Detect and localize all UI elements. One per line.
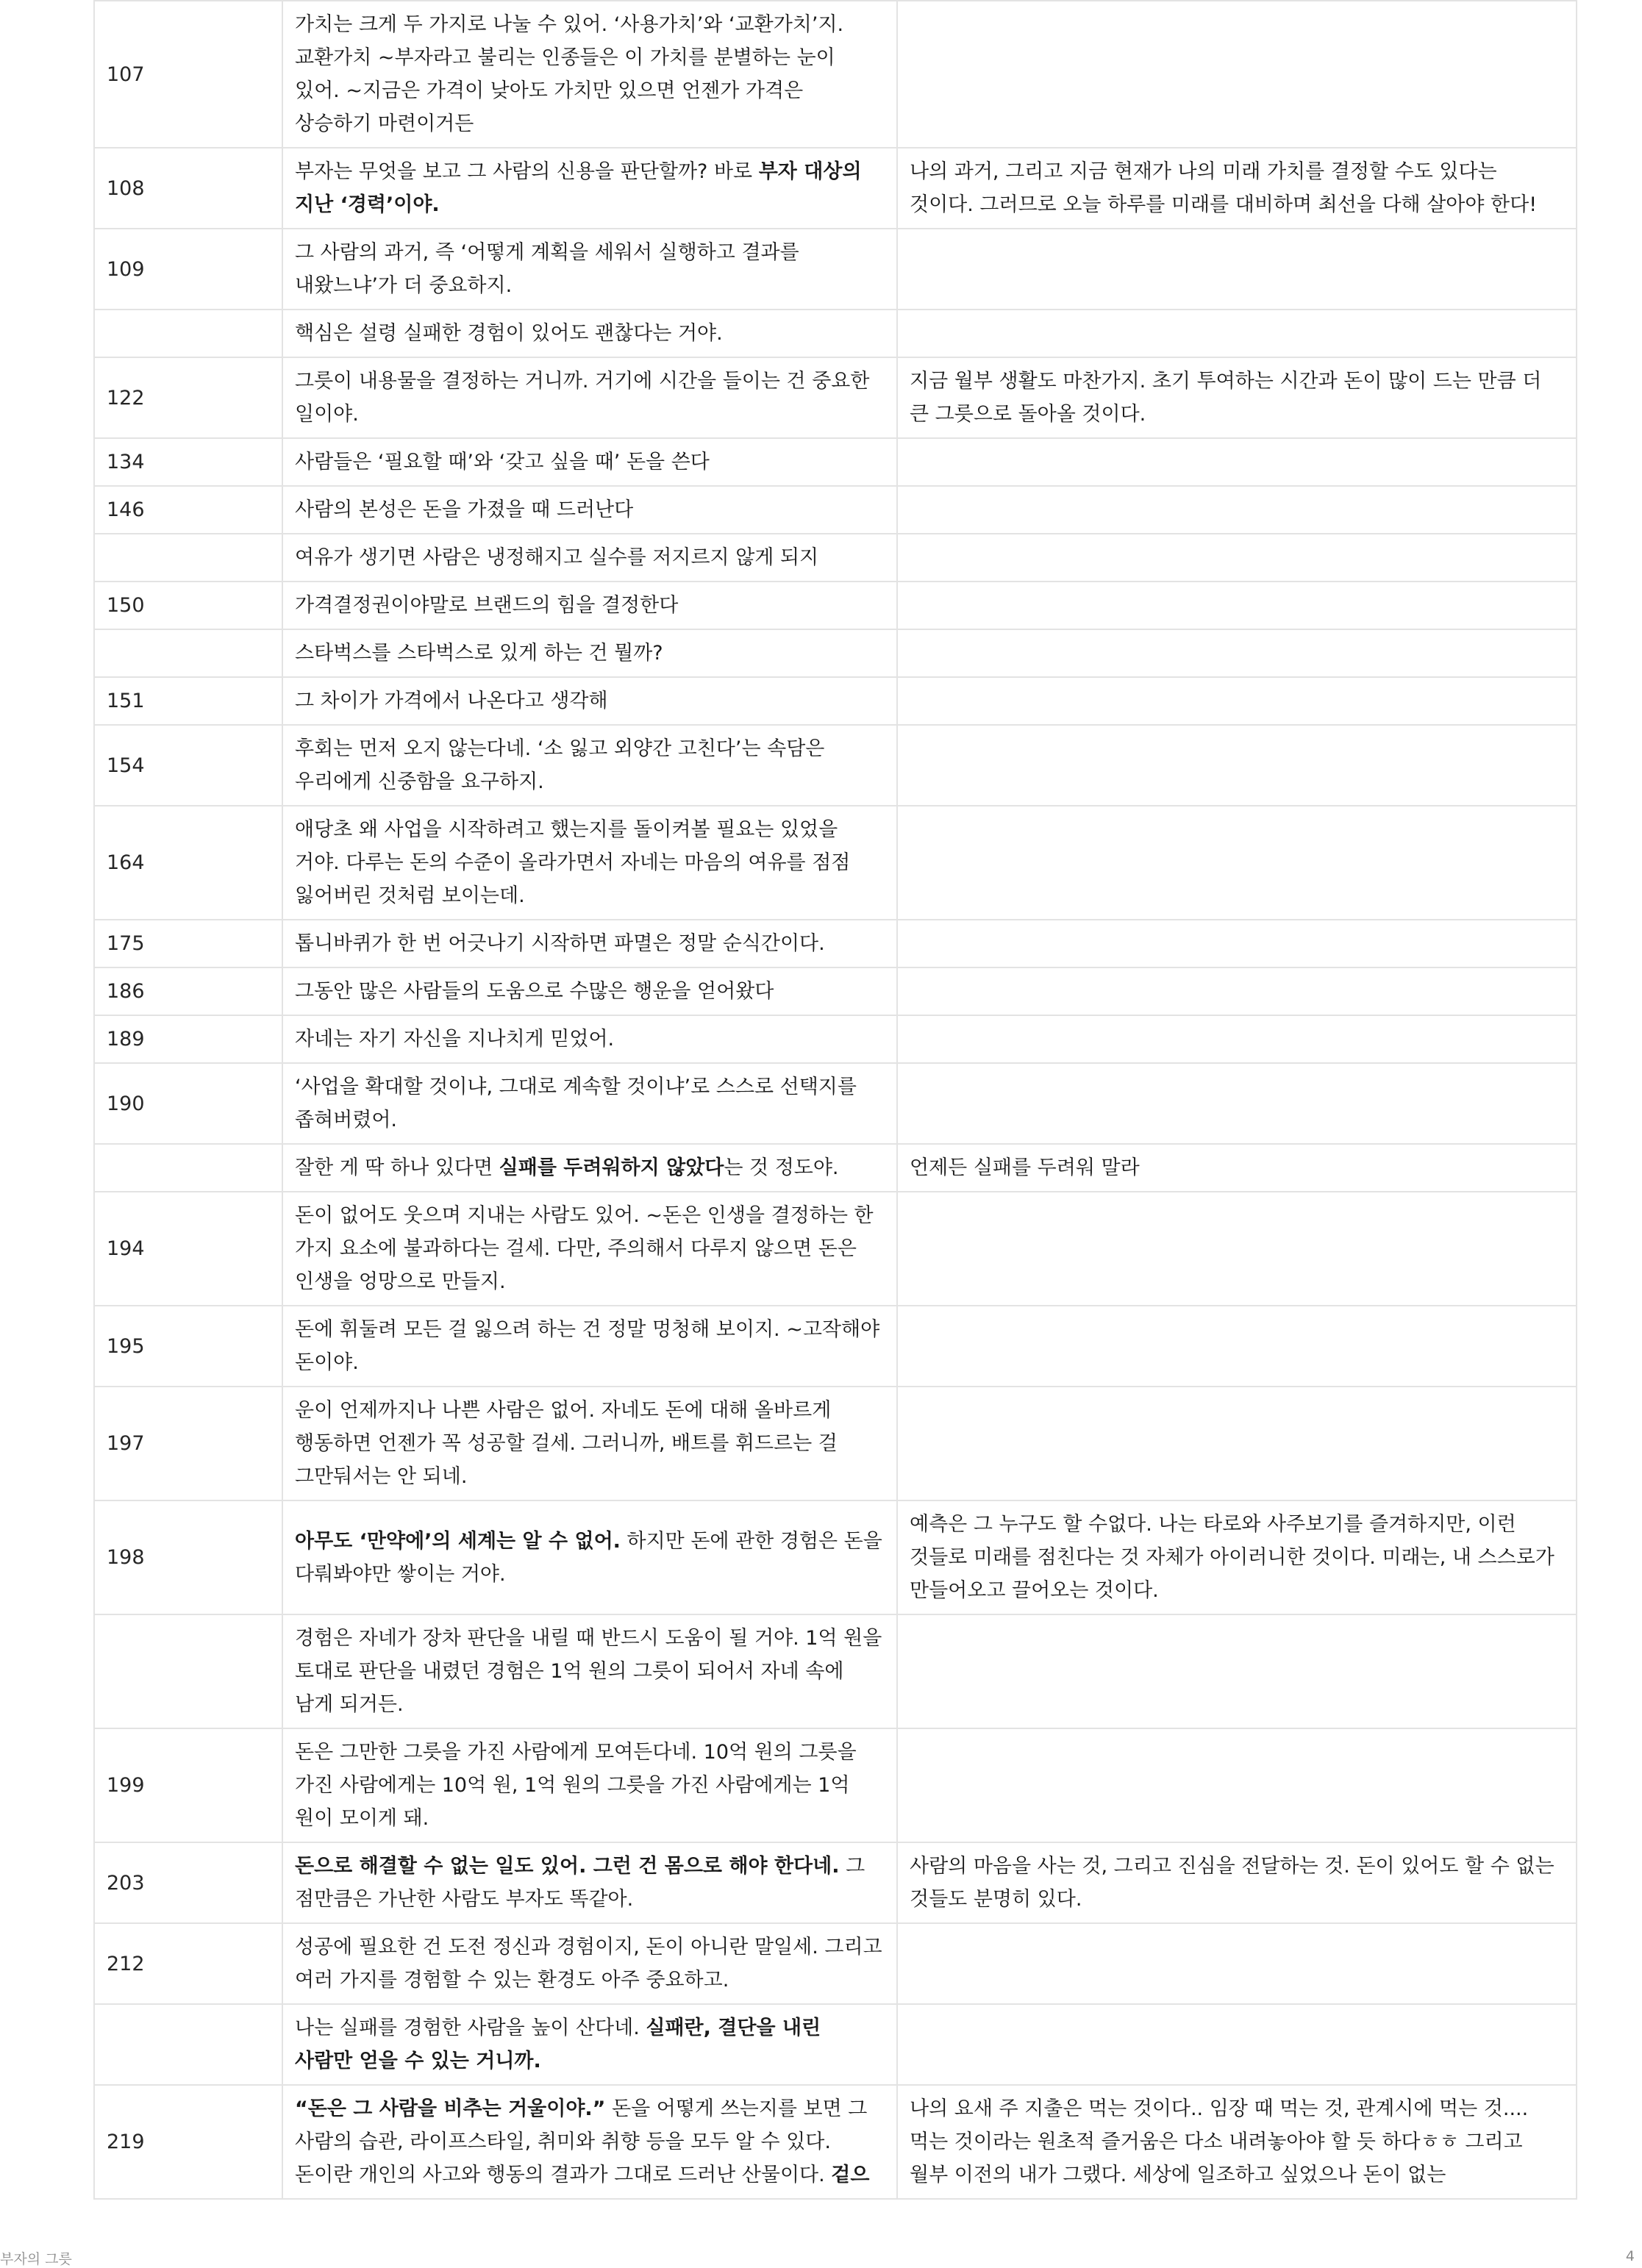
table-row: [94, 438, 1577, 486]
quote-text: 돈에 휘둘려 모든 걸 잃으려 하는 건 정말 멍청해 보이지. ~고작해야 돈이야.: [295, 1318, 880, 1374]
note-cell: [897, 1015, 1577, 1063]
page-number-cell: 151: [94, 677, 282, 725]
quote-cell: [282, 629, 897, 677]
page-number-cell: 199: [94, 1728, 282, 1842]
quote-text: 그릇이 내용물을 결정하는 거니까. 거기에 시간을 들이는 건 중요한 일이야.: [295, 370, 870, 426]
page-number-cell: 109: [94, 229, 282, 310]
note-cell: [897, 967, 1577, 1015]
quote-cell: [282, 438, 897, 486]
table-row: [94, 582, 1577, 629]
note-cell: [897, 2004, 1577, 2085]
note-cell: [897, 2085, 1577, 2199]
note-cell: [897, 582, 1577, 629]
note-cell: [897, 725, 1577, 806]
page-number-cell: 150: [94, 582, 282, 629]
note-cell: [897, 1500, 1577, 1614]
note-cell: [897, 806, 1577, 920]
quote-text: 돈은 그만한 그릇을 가진 사람에게 모여든다네. 10억 원의 그릇을 가진 사람에게는 10억 원, 1억 원의 그릇을 가진 사람에게는 1억 원이 모이게 돼.: [295, 1741, 857, 1830]
book-notes-table-body: [94, 1, 1577, 2199]
table-row: [94, 1, 1577, 148]
page-number-cell: 122: [94, 357, 282, 438]
quote-cell: [282, 1923, 897, 2004]
quote-text: 사람의 본성은 돈을 가졌을 때 드러난다: [295, 498, 634, 521]
page-number-cell: [94, 1614, 282, 1728]
table-row: [94, 1842, 1577, 1923]
page-number-cell: 219: [94, 2085, 282, 2199]
footer-page-number: 4: [1625, 2248, 1635, 2264]
note-cell: [897, 1306, 1577, 1387]
quote-cell: [282, 229, 897, 310]
note-cell: [897, 1923, 1577, 2004]
note-cell: [897, 310, 1577, 357]
table-row: [94, 1306, 1577, 1387]
quote-text: 애당초 왜 사업을 시작하려고 했는지를 돌이켜볼 필요는 있었을 거야. 다루는 돈의 수준이 올라가면서 자네는 마음의 여유를 점점 잃어버린 것처럼 보이는데.: [295, 818, 851, 907]
table-row: [94, 725, 1577, 806]
quote-text: “돈은 그 사람을 비추는 거울이야.”: [295, 2097, 606, 2120]
quote-cell: [282, 920, 897, 967]
note-cell: [897, 1144, 1577, 1192]
quote-cell: [282, 1614, 897, 1728]
note-text: 나의 요새 주 지출은 먹는 것이다.. 임장 때 먹는 것, 관계시에 먹는 것.... 먹는 것이라는 원초적 즐거움은 다소 내려놓아야 할 듯 하다ㅎㅎ 그리고 월부 이전의 내가 그랬다. 세상에 일조하고 싶었으나 돈이 없는: [910, 2097, 1529, 2186]
table-row: [94, 229, 1577, 310]
table-row: [94, 1192, 1577, 1306]
quote-cell: [282, 2085, 897, 2199]
page-number-cell: [94, 2004, 282, 2085]
book-notes-table: [93, 0, 1577, 2200]
table-row: [94, 1144, 1577, 1192]
page-number-cell: [94, 534, 282, 582]
note-text: 사람의 마음을 사는 것, 그리고 진심을 전달하는 것. 돈이 있어도 할 수 없는 것들도 분명히 있다.: [910, 1855, 1554, 1911]
quote-text: 성공에 필요한 건 도전 정신과 경험이지, 돈이 아니란 말일세. 그리고 여러 가지를 경험할 수 있는 환경도 아주 중요하고.: [295, 1936, 882, 1992]
quote-text: 잘한 게 딱 하나 있다면: [295, 1156, 499, 1179]
note-cell: [897, 534, 1577, 582]
note-text: 나의 과거, 그리고 지금 현재가 나의 미래 가치를 결정할 수도 있다는 것이다. 그러므로 오늘 하루를 미래를 대비하며 최선을 다해 살아야 한다!: [910, 160, 1538, 216]
table-row: [94, 1015, 1577, 1063]
table-row: [94, 1923, 1577, 2004]
quote-cell: [282, 806, 897, 920]
note-cell: [897, 1387, 1577, 1500]
note-cell: [897, 357, 1577, 438]
quote-cell: [282, 2004, 897, 2085]
table-row: [94, 806, 1577, 920]
footer-book-title: 부자의 그릇: [0, 2251, 72, 2267]
note-cell: [897, 920, 1577, 967]
note-cell: [897, 1614, 1577, 1728]
quote-text: 는 것 정도야.: [724, 1156, 839, 1179]
quote-text: 실패란, 결단을 내린 사람만 얻을 수 있는 거니까.: [295, 2017, 821, 2072]
table-row: [94, 1500, 1577, 1614]
quote-cell: [282, 1144, 897, 1192]
page-number-cell: 189: [94, 1015, 282, 1063]
quote-text: ‘사업을 확대할 것이냐, 그대로 계속할 것이냐’로 스스로 선택지를 좁혀버렸어.: [295, 1076, 857, 1131]
quote-cell: [282, 148, 897, 229]
quote-cell: [282, 1842, 897, 1923]
table-row: [94, 534, 1577, 582]
quote-cell: [282, 486, 897, 534]
note-cell: [897, 1192, 1577, 1306]
quote-text: 사람들은 ‘필요할 때’와 ‘갖고 싶을 때’ 돈을 쓴다: [295, 451, 710, 473]
page-number-cell: 194: [94, 1192, 282, 1306]
quote-text: 핵심은 설령 실패한 경험이 있어도 괜찮다는 거야.: [295, 322, 723, 345]
note-cell: [897, 438, 1577, 486]
quote-cell: [282, 1, 897, 148]
table-row: [94, 920, 1577, 967]
quote-cell: [282, 357, 897, 438]
table-row: [94, 629, 1577, 677]
quote-text: 아무도 ‘만약에’의 세계는 알 수 없어.: [295, 1529, 621, 1553]
quote-text: 실패를 두려워하지 않았다: [499, 1156, 724, 1179]
quote-text: 후회는 먼저 오지 않는다네. ‘소 잃고 외양간 고친다’는 속담은 우리에게 신중함을 요구하지.: [295, 737, 825, 793]
table-row: [94, 148, 1577, 229]
page-number-cell: 197: [94, 1387, 282, 1500]
page-number-cell: [94, 310, 282, 357]
page-number-cell: 198: [94, 1500, 282, 1614]
quote-text: 가치는 크게 두 가지로 나눌 수 있어. ‘사용가치’와 ‘교환가치’지. 교환가치 ~부자라고 불리는 인종들은 이 가치를 분별하는 눈이 있어. ~지금은 가격이 낮아도 가치만 있으면 언젠가 가격은 상승하기 마련이거든: [295, 13, 844, 135]
table-row: [94, 2085, 1577, 2199]
quote-text: 돈으로 해결할 수 없는 일도 있어. 그런 건 몸으로 해야 한다네.: [295, 1855, 840, 1878]
note-cell: [897, 229, 1577, 310]
quote-cell: [282, 1500, 897, 1614]
table-row: [94, 357, 1577, 438]
quote-text: 자네는 자기 자신을 지나치게 믿었어.: [295, 1028, 615, 1051]
table-row: [94, 677, 1577, 725]
quote-text: 여유가 생기면 사람은 냉정해지고 실수를 저지르지 않게 되지: [295, 546, 819, 569]
page-number-cell: 107: [94, 1, 282, 148]
table-row: [94, 1387, 1577, 1500]
quote-text: 나는 실패를 경험한 사람을 높이 산다네.: [295, 2017, 646, 2039]
note-text: 언제든 실패를 두려워 말라: [910, 1156, 1140, 1179]
note-cell: [897, 1, 1577, 148]
quote-cell: [282, 725, 897, 806]
quote-text: 그 차이가 가격에서 나온다고 생각해: [295, 690, 608, 712]
quote-cell: [282, 1192, 897, 1306]
note-text: 예측은 그 누구도 할 수없다. 나는 타로와 사주보기를 즐겨하지만, 이런 것들로 미래를 점친다는 것 자체가 아이러니한 것이다. 미래는, 내 스스로가 만들어오고 끌어오는 것이다.: [910, 1513, 1554, 1602]
quote-cell: [282, 310, 897, 357]
table-row: [94, 967, 1577, 1015]
table-row: [94, 2004, 1577, 2085]
note-cell: [897, 629, 1577, 677]
table-row: [94, 1728, 1577, 1842]
quote-cell: [282, 1015, 897, 1063]
page-number-cell: 186: [94, 967, 282, 1015]
note-cell: [897, 1728, 1577, 1842]
quote-text: 하지만 돈에 관한 경험은 돈을 다뤄봐야만 쌓이는 거야.: [295, 1529, 882, 1586]
quote-text: 스타벅스를 스타벅스로 있게 하는 건 뭘까?: [295, 642, 663, 665]
quote-cell: [282, 1063, 897, 1144]
page-number-cell: 134: [94, 438, 282, 486]
note-cell: [897, 1842, 1577, 1923]
note-cell: [897, 677, 1577, 725]
quote-text: 겉으: [831, 2164, 870, 2186]
quote-text: 운이 언제까지나 나쁜 사람은 없어. 자네도 돈에 대해 올바르게 행동하면 언젠가 꼭 성공할 걸세. 그러니까, 배트를 휘드르는 걸 그만둬서는 안 되네.: [295, 1399, 838, 1488]
quote-cell: [282, 582, 897, 629]
table-row: [94, 1614, 1577, 1728]
quote-cell: [282, 1728, 897, 1842]
table-row: [94, 310, 1577, 357]
quote-text: 그동안 많은 사람들의 도움으로 수많은 행운을 얻어왔다: [295, 980, 774, 1003]
quote-cell: [282, 967, 897, 1015]
page-number-cell: 154: [94, 725, 282, 806]
quote-text: 가격결정권이야말로 브랜드의 힘을 결정한다: [295, 594, 679, 617]
note-cell: [897, 148, 1577, 229]
page-number-cell: 146: [94, 486, 282, 534]
quote-text: 그 사람의 과거, 즉 ‘어떻게 계획을 세워서 실행하고 결과를 내왔느냐’가 더 중요하지.: [295, 241, 799, 297]
note-cell: [897, 1063, 1577, 1144]
page-number-cell: [94, 629, 282, 677]
page-number-cell: 175: [94, 920, 282, 967]
quote-text: 톱니바퀴가 한 번 어긋나기 시작하면 파멸은 정말 순식간이다.: [295, 932, 825, 955]
page-number-cell: 203: [94, 1842, 282, 1923]
page-number-cell: 195: [94, 1306, 282, 1387]
quote-cell: [282, 677, 897, 725]
page-number-cell: 164: [94, 806, 282, 920]
quote-text: 경험은 자네가 장차 판단을 내릴 때 반드시 도움이 될 거야. 1억 원을 토대로 판단을 내렸던 경험은 1억 원의 그릇이 되어서 자네 속에 남게 되거든.: [295, 1627, 882, 1716]
quote-text: 부자 대상의 지난 ‘경력’이야.: [295, 160, 862, 216]
quote-text: 돈을 어떻게 쓰는지를 보면 그 사람의 습관, 라이프스타일, 취미와 취향 등을 모두 알 수 있다. 돈이란 개인의 사고와 행동의 결과가 그대로 드러난 산물이다.: [295, 2097, 868, 2186]
quote-text: 부자는 무엇을 보고 그 사람의 신용을 판단할까? 바로: [295, 160, 759, 183]
note-text: 지금 월부 생활도 마찬가지. 초기 투여하는 시간과 돈이 많이 드는 만큼 더 큰 그릇으로 돌아올 것이다.: [910, 370, 1542, 426]
quote-cell: [282, 1387, 897, 1500]
page-number-cell: 108: [94, 148, 282, 229]
page-number-cell: 190: [94, 1063, 282, 1144]
table-row: [94, 1063, 1577, 1144]
page-number-cell: 212: [94, 1923, 282, 2004]
quote-cell: [282, 534, 897, 582]
quote-cell: [282, 1306, 897, 1387]
quote-text: 그 점만큼은 가난한 사람도 부자도 똑같아.: [295, 1855, 865, 1911]
quote-text: 돈이 없어도 웃으며 지내는 사람도 있어. ~돈은 인생을 결정하는 한 가지 요소에 불과하다는 걸세. 다만, 주의해서 다루지 않으면 돈은 인생을 엉망으로 만들지.: [295, 1204, 874, 1293]
page-number-cell: [94, 1144, 282, 1192]
table-row: [94, 486, 1577, 534]
note-cell: [897, 486, 1577, 534]
